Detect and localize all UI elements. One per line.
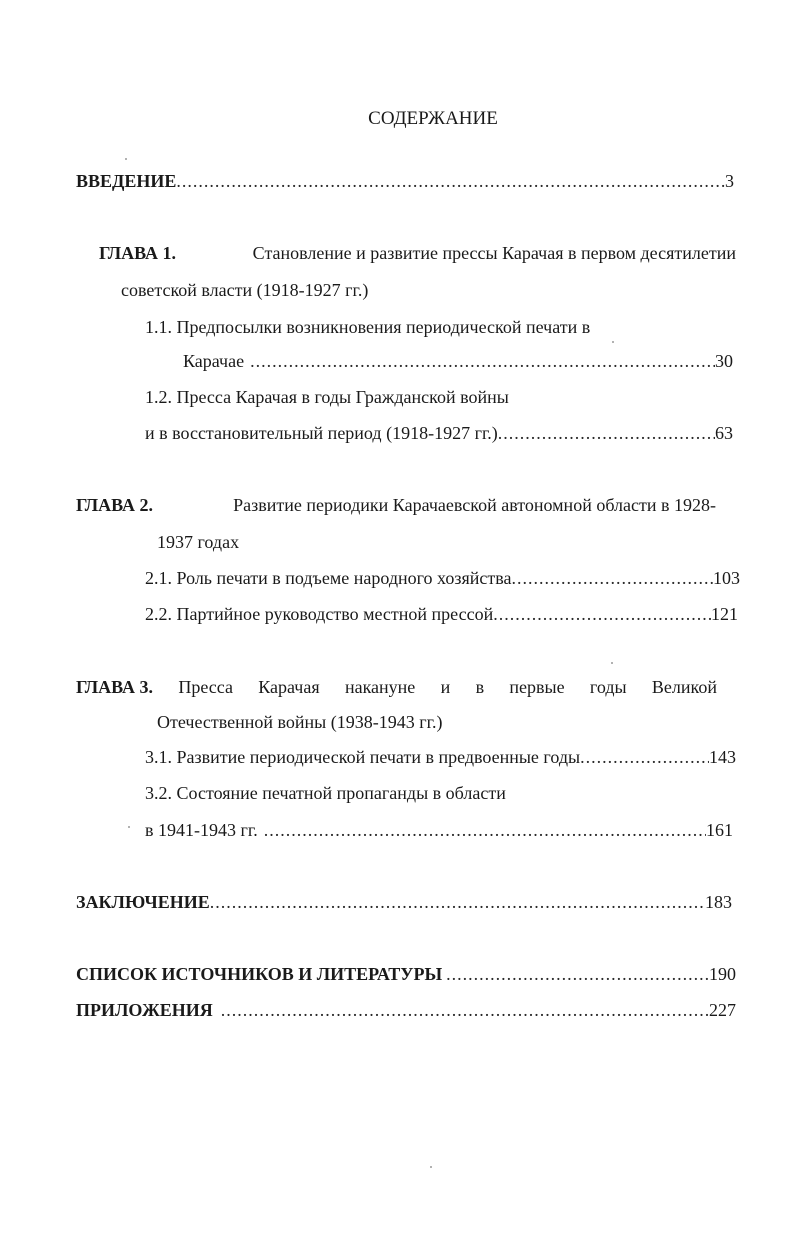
toc-entry-sources [76,963,736,985]
leader-dots [498,422,715,444]
chapter-3-title-word: Карачая [258,677,320,697]
toc-entry-appendix [76,999,736,1021]
page-number: 103 [713,568,740,588]
conclusion-label: ЗАКЛЮЧЕНИЕ [76,892,210,912]
chapter-2-label: ГЛАВА 2. [76,495,154,515]
toc-entry-section-2-1 [145,567,740,589]
chapter-3-title-cont: Отечественной войны (1938-1943 гг.) [157,712,443,732]
leader-dots [493,603,711,625]
page-number: 121 [711,604,738,624]
appendix-label: ПРИЛОЖЕНИЯ [76,1000,213,1020]
chapter-3-title-word: Великой [651,677,717,697]
leader-dots [264,819,706,841]
chapter-1-heading [99,242,736,264]
section-2-2-title: 2.2. Партийное руководство местной прессой [145,604,494,624]
leader-dots [580,746,709,768]
chapter-3-title-word: в [475,677,485,697]
chapter-1-label: ГЛАВА 1. [99,243,177,263]
page-number: 190 [709,964,736,984]
scan-speck [430,1166,432,1168]
chapter-3-title-word: годы [589,677,627,697]
chapter-3-title-word: и [440,677,451,697]
leader-dots [512,567,714,589]
intro-label: ВВЕДЕНИЕ [76,171,177,191]
scan-speck [128,826,130,828]
leader-dots [221,999,709,1021]
page-number: 3 [725,171,734,191]
section-2-1-title: 2.1. Роль печати в подъеме народного хозяйства [145,568,512,588]
chapter-3-title-word: накануне [344,677,416,697]
page-number: 183 [705,892,732,912]
scan-speck [611,662,613,664]
toc-entry-section-1-1 [183,350,733,372]
toc-entry-section-3-2 [145,819,733,841]
leader-dots [446,963,709,985]
chapter-2-title: Развитие периодики Карачаевской автономной области в 1928- [233,495,716,515]
page-number: 63 [715,423,733,443]
sources-label: СПИСОК ИСТОЧНИКОВ И ЛИТЕРАТУРЫ [76,964,443,984]
chapter-3-heading [76,676,717,698]
section-1-1-title-cont: Карачае [183,351,245,371]
page-number: 143 [709,747,736,767]
leader-dots [176,170,725,192]
page-number: 30 [715,351,733,371]
section-1-2-title-cont: и в восстановительный период (1918-1927 гг.) [145,423,498,443]
leader-dots [250,350,715,372]
chapter-3-label: ГЛАВА 3. [76,677,154,697]
chapter-1-title: Становление и развитие прессы Карачая в первом десятилетии [252,243,736,263]
scan-speck [612,341,614,343]
chapter-1-title-cont: советской власти (1918-1927 гг.) [121,280,369,300]
chapter-3-title-word: Пресса [178,677,233,697]
chapter-2-heading [76,494,716,516]
scan-speck [125,158,127,160]
page-title: СОДЕРЖАНИЕ [368,108,498,129]
section-3-2-title: 3.2. Состояние печатной пропаганды в области [145,783,506,803]
page-number: 161 [706,820,733,840]
toc-entry-conclusion [76,891,732,913]
chapter-2-title-cont: 1937 годах [157,532,240,552]
section-1-2-title: 1.2. Пресса Карачая в годы Гражданской войны [145,387,509,407]
section-3-2-title-cont: в 1941-1943 гг. [145,820,258,840]
toc-entry-section-3-1 [145,746,736,768]
toc-entry-section-1-2 [145,422,733,444]
section-1-1-title: 1.1. Предпосылки возникновения периодической печати в [145,317,591,337]
leader-dots [210,891,705,913]
toc-entry-section-2-2 [145,603,738,625]
chapter-3-title-word: первые [509,677,565,697]
toc-entry-intro [76,170,734,192]
page-number: 227 [709,1000,736,1020]
section-3-1-title: 3.1. Развитие периодической печати в предвоенные годы [145,747,581,767]
